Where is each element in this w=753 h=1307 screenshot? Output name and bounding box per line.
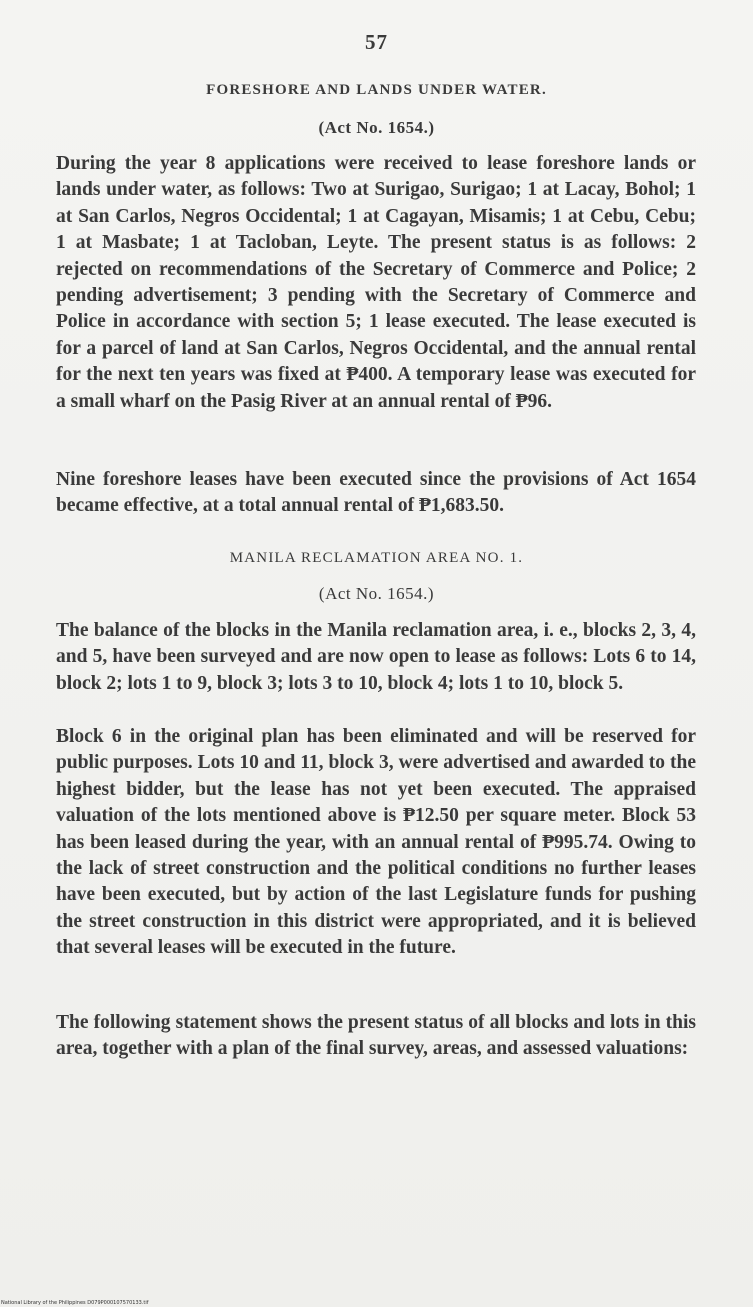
paragraph-statement-intro: The following statement shows the present status of all blocks and lots in this area, together with a plan of the final survey, areas, and assessed valuations: [56,1012,696,1060]
paragraph-foreshore-leases-total: Nine foreshore leases have been executed since the provisions of Act 1654 became effective, at a total annual rental of ₱1,683.50. [56,469,696,517]
page-number: 57 [365,30,388,54]
paragraph-block-six: Block 6 in the original plan has been eliminated and will be reserved for public purposes. Lots 10 and 11, block 3, were advertised and awarded to the highest bidder, but the lease has not yet been executed. The appraised valuation of the lots mentioned above is ₱12.50 per square meter. Block 53 has been leased during the year, with an annual rental of ₱995.74. Owing to the lack of street construction and the political conditions no further leases have been executed, but by action of the last Legislature funds for pushing the street construction in this district were appropriated, and it is believed that several leases will be executed in the future. [56,726,696,959]
section-heading-manila-reclamation: MANILA RECLAMATION AREA NO. 1. [229,550,524,566]
section-heading-foreshore: FORESHORE AND LANDS UNDER WATER. [206,82,547,98]
paragraph-foreshore-applications: During the year 8 applications were received to lease foreshore lands or lands under water, as follows: Two at Surigao, Surigao; 1 at Lacay, Bohol; 1 at San Carlos, Negros Occidental; 1 at Cagayan, Misamis; 1 at Cebu, Cebu; 1 at Masbate; 1 at Tacloban, Leyte. The present status is as follows: 2 rejected on recommendations of the Secretary of Commerce and Police; 2 pending advertisement; 3 pending with the Secretary of Commerce and Police in accordance with section 5; 1 lease executed. The lease executed is for a parcel of land at San Carlos, Negros Occidental, and the annual rental for the next ten years was fixed at ₱400. A temporary lease was executed for a small wharf on the Pasig River at an annual rental of ₱96. [56,153,696,412]
section-act-reference: (Act No. 1654.) [318,118,435,137]
archive-footer: National Library of the Philippines D079P000107570133.tif [1,1300,149,1306]
section-act-reference: (Act No. 1654.) [318,584,435,603]
paragraph-blocks-surveyed: The balance of the blocks in the Manila reclamation area, i. e., blocks 2, 3, 4, and 5, have been surveyed and are now open to lease as follows: Lots 6 to 14, block 2; lots 1 to 9, block 3; lots 3 to 10, block 4; lots 1 to 10, block 5. [56,620,696,694]
